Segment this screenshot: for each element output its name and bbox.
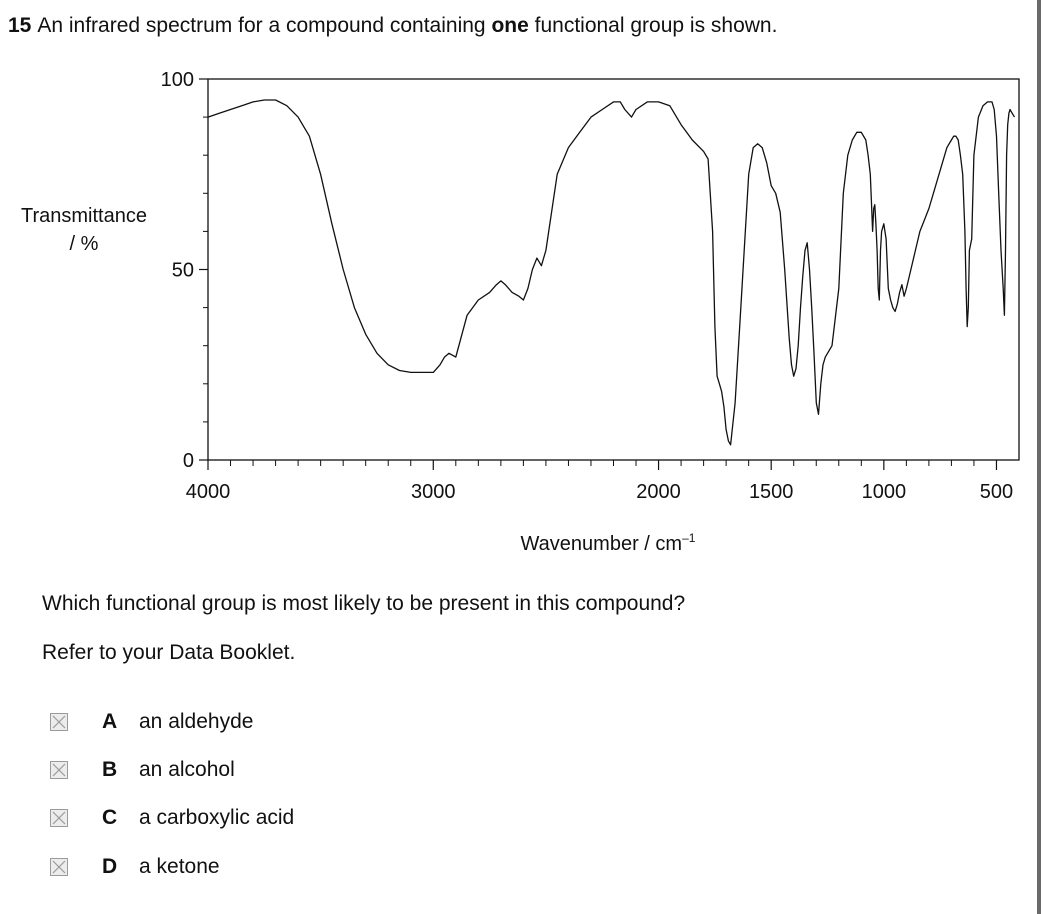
- question-text-start: An infrared spectrum for a compound containing: [37, 14, 492, 37]
- question-number: 15: [8, 14, 32, 37]
- option-a-text: an aldehyde: [139, 710, 254, 733]
- spectrum-series-line: [208, 100, 1015, 445]
- y-tick-label: 0: [182, 450, 194, 472]
- option-d-checkbox[interactable]: [50, 858, 68, 876]
- option-c[interactable]: [50, 805, 295, 831]
- option-d-letter: D: [102, 855, 118, 878]
- option-d-text: a ketone: [139, 855, 220, 878]
- y-tick-label: 50: [171, 259, 194, 282]
- option-a-letter: A: [102, 710, 118, 733]
- x-minor-ticks: [231, 460, 974, 466]
- y-axis-label: Transmittance: [21, 205, 147, 227]
- x-tick-label: 500: [979, 481, 1014, 503]
- crossed-box-icon: [51, 762, 67, 778]
- option-b[interactable]: [50, 757, 235, 783]
- question-text: [8, 14, 777, 38]
- x-axis-label-superscript: –1: [682, 531, 696, 545]
- page-edge-rule: [1037, 0, 1041, 914]
- x-axis-label-text: Wavenumber / cm: [520, 533, 683, 555]
- ir-spectrum-chart: [0, 60, 1030, 560]
- crossed-box-icon: [51, 714, 67, 730]
- y-tick-label: 100: [160, 69, 194, 91]
- option-b-letter: B: [102, 758, 118, 781]
- x-tick-label: 2000: [636, 481, 681, 503]
- option-c-checkbox[interactable]: [50, 809, 68, 827]
- option-d[interactable]: [50, 854, 220, 880]
- option-a-checkbox[interactable]: [50, 713, 68, 731]
- question-text-end: functional group is shown.: [528, 14, 778, 37]
- y-major-ticks: [199, 79, 208, 460]
- option-b-checkbox[interactable]: [50, 761, 68, 779]
- crossed-box-icon: [51, 859, 67, 875]
- x-tick-label: 1500: [748, 481, 794, 503]
- data-booklet-instruction: Refer to your Data Booklet.: [42, 641, 296, 664]
- x-tick-label: 4000: [185, 481, 231, 503]
- option-c-letter: C: [102, 806, 118, 829]
- x-tick-label: 3000: [411, 481, 456, 503]
- option-b-text: an alcohol: [139, 758, 235, 781]
- y-tick-labels: [161, 69, 194, 472]
- y-axis-unit: / %: [69, 233, 99, 255]
- crossed-box-icon: [51, 810, 67, 826]
- x-tick-label: 1000: [861, 481, 907, 503]
- option-c-text: a carboxylic acid: [139, 806, 295, 829]
- question-emphasis: one: [491, 14, 529, 37]
- plot-frame: [208, 79, 1019, 460]
- x-tick-labels: [186, 481, 1013, 503]
- x-major-ticks: [208, 460, 996, 470]
- option-a[interactable]: [50, 709, 254, 735]
- x-axis-label: [521, 531, 696, 555]
- question-prompt: Which functional group is most likely to be present in this compound?: [42, 592, 686, 615]
